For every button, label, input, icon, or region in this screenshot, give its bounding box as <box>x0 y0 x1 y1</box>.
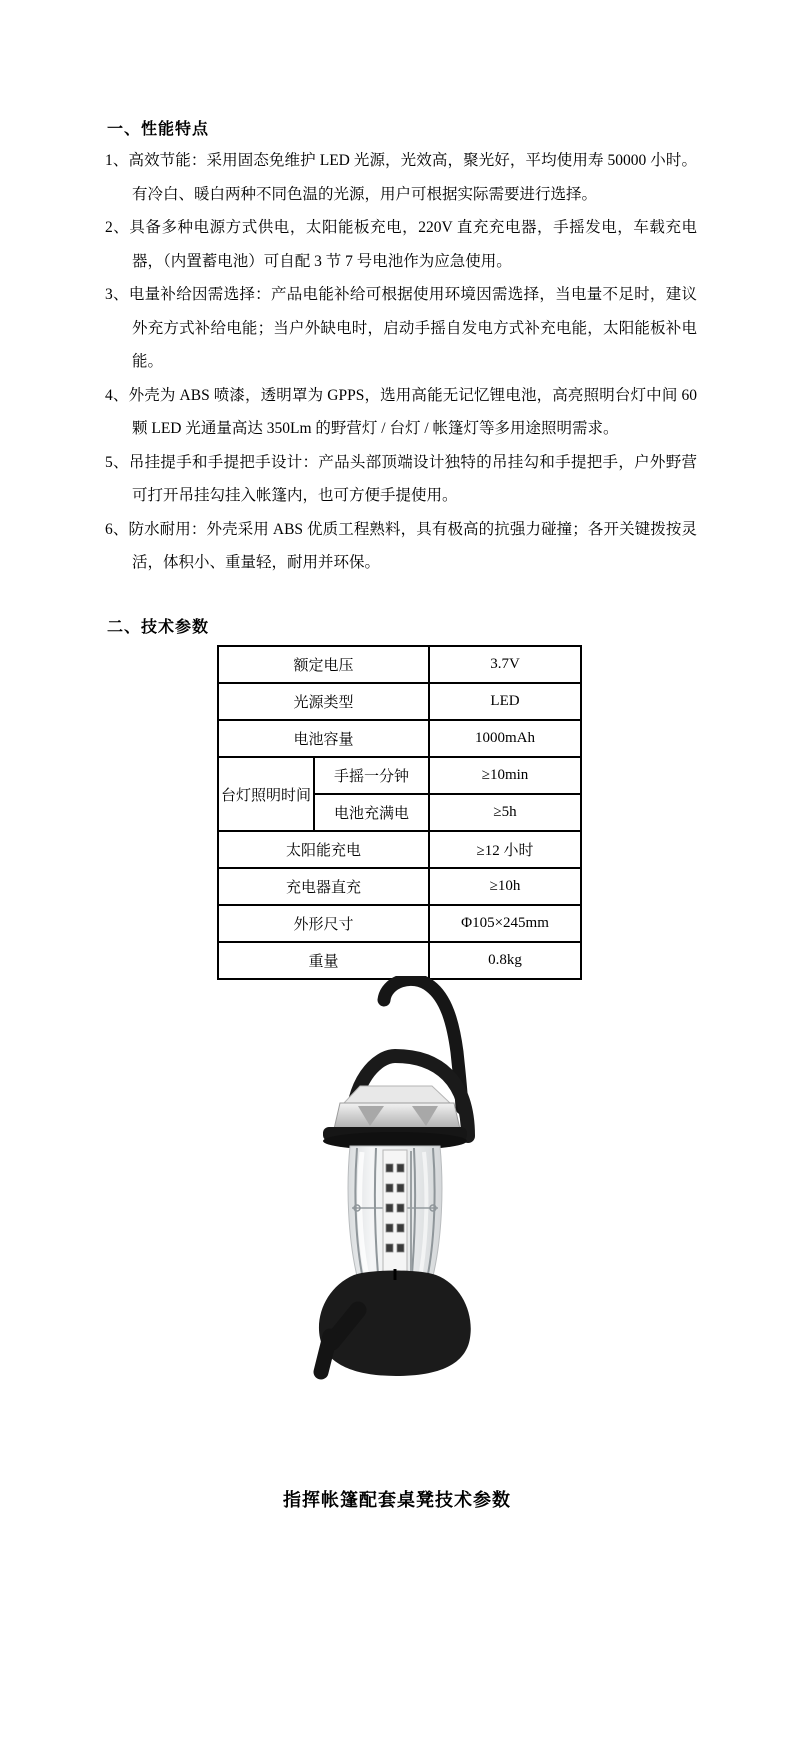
feature-item-number: 6、 <box>105 520 129 538</box>
lantern-glass <box>348 1146 442 1276</box>
specs-table <box>217 645 582 980</box>
table-row-voltage <box>218 646 581 683</box>
features-list <box>105 144 697 580</box>
table-cell-value: 3.7V <box>429 646 581 683</box>
table-cell-value: ≥12 小时 <box>429 831 581 868</box>
table-cell-label: 手摇一分钟 <box>314 757 429 794</box>
feature-item-text: 电量补给因需选择：产品电能补给可根据使用环境因需选择，当电量不足时，建议外充方式补给电能；当户外缺电时，启动手摇自发电方式补充电能，太阳能板补电能。 <box>128 286 697 370</box>
table-cell-group-label: 台灯照明时间 <box>218 757 314 831</box>
table-cell-label: 充电器直充 <box>218 868 429 905</box>
feature-item-text: 外壳为 ABS 喷漆，透明罩为 GPPS，选用高能无记忆锂电池，高亮照明台灯中间 60 颗 LED 光通量高达 350Lm 的野营灯 / 台灯 / 帐篷灯等多用途照明需求。 <box>128 386 697 437</box>
feature-item-number: 1、 <box>105 152 129 169</box>
table-row-solar <box>218 831 581 868</box>
table-cell-label: 外形尺寸 <box>218 905 429 942</box>
feature-item <box>105 446 697 513</box>
feature-item <box>105 379 697 446</box>
table-cell-value: ≥10h <box>429 868 581 905</box>
feature-item-number: 3、 <box>105 286 129 303</box>
table-row-lamp-time-1 <box>218 757 581 794</box>
table-cell-value: ≥5h <box>429 794 581 831</box>
table-cell-value: LED <box>429 683 581 720</box>
feature-item-text: 具备多种电源方式供电，太阳能板充电，220V 直充充电器，手摇发电，车载充电器，（内置蓄电池）可自配 3 节 7 号电池作为应急使用。 <box>129 219 697 270</box>
table-cell-label: 重量 <box>218 942 429 979</box>
table-row-battery <box>218 720 581 757</box>
table-row-direct-charge <box>218 868 581 905</box>
table-cell-label: 电池充满电 <box>314 794 429 831</box>
table-row-size <box>218 905 581 942</box>
feature-item <box>105 513 697 580</box>
features-section-heading: 一、性能特点 <box>107 121 210 138</box>
table-cell-label: 额定电压 <box>218 646 429 683</box>
feature-item-text: 高效节能：采用固态免维护 LED 光源，光效高，聚光好，平均使用寿 50000 小时。有冷白、暖白两种不同色温的光源，用户可根据实际需要进行选择。 <box>128 152 697 203</box>
table-cell-value: 1000mAh <box>429 720 581 757</box>
table-cell-value: Φ105×245mm <box>429 905 581 942</box>
table-cell-value: 0.8kg <box>429 942 581 979</box>
table-row-light-source <box>218 683 581 720</box>
table-cell-label: 光源类型 <box>218 683 429 720</box>
feature-item-number: 4、 <box>105 386 129 404</box>
feature-item-text: 防水耐用：外壳采用 ABS 优质工程熟料，具有极高的抗强力碰撞；各开关键拨按灵活，体积小、重量轻，耐用并环保。 <box>128 520 697 571</box>
table-cell-label: 太阳能充电 <box>218 831 429 868</box>
feature-item-number: 2、 <box>105 219 130 236</box>
feature-item-number: 5、 <box>105 453 129 471</box>
table-cell-label: 电池容量 <box>218 720 429 757</box>
table-row-weight <box>218 942 581 979</box>
feature-item <box>105 278 697 379</box>
lantern-solar-cap <box>323 1086 467 1150</box>
table-cell-value: ≥10min <box>429 757 581 794</box>
lantern-product-image <box>300 976 490 1384</box>
feature-item <box>105 144 697 211</box>
feature-item-text: 吊挂提手和手提把手设计：产品头部顶端设计独特的吊挂勾和手提把手，户外野营可打开吊挂勾挂入帐篷内，也可方便手提使用。 <box>128 453 697 504</box>
footer-title: 指挥帐篷配套桌凳技术参数 <box>283 1490 511 1510</box>
feature-item <box>105 211 697 278</box>
specs-section-heading: 二、技术参数 <box>107 619 210 636</box>
